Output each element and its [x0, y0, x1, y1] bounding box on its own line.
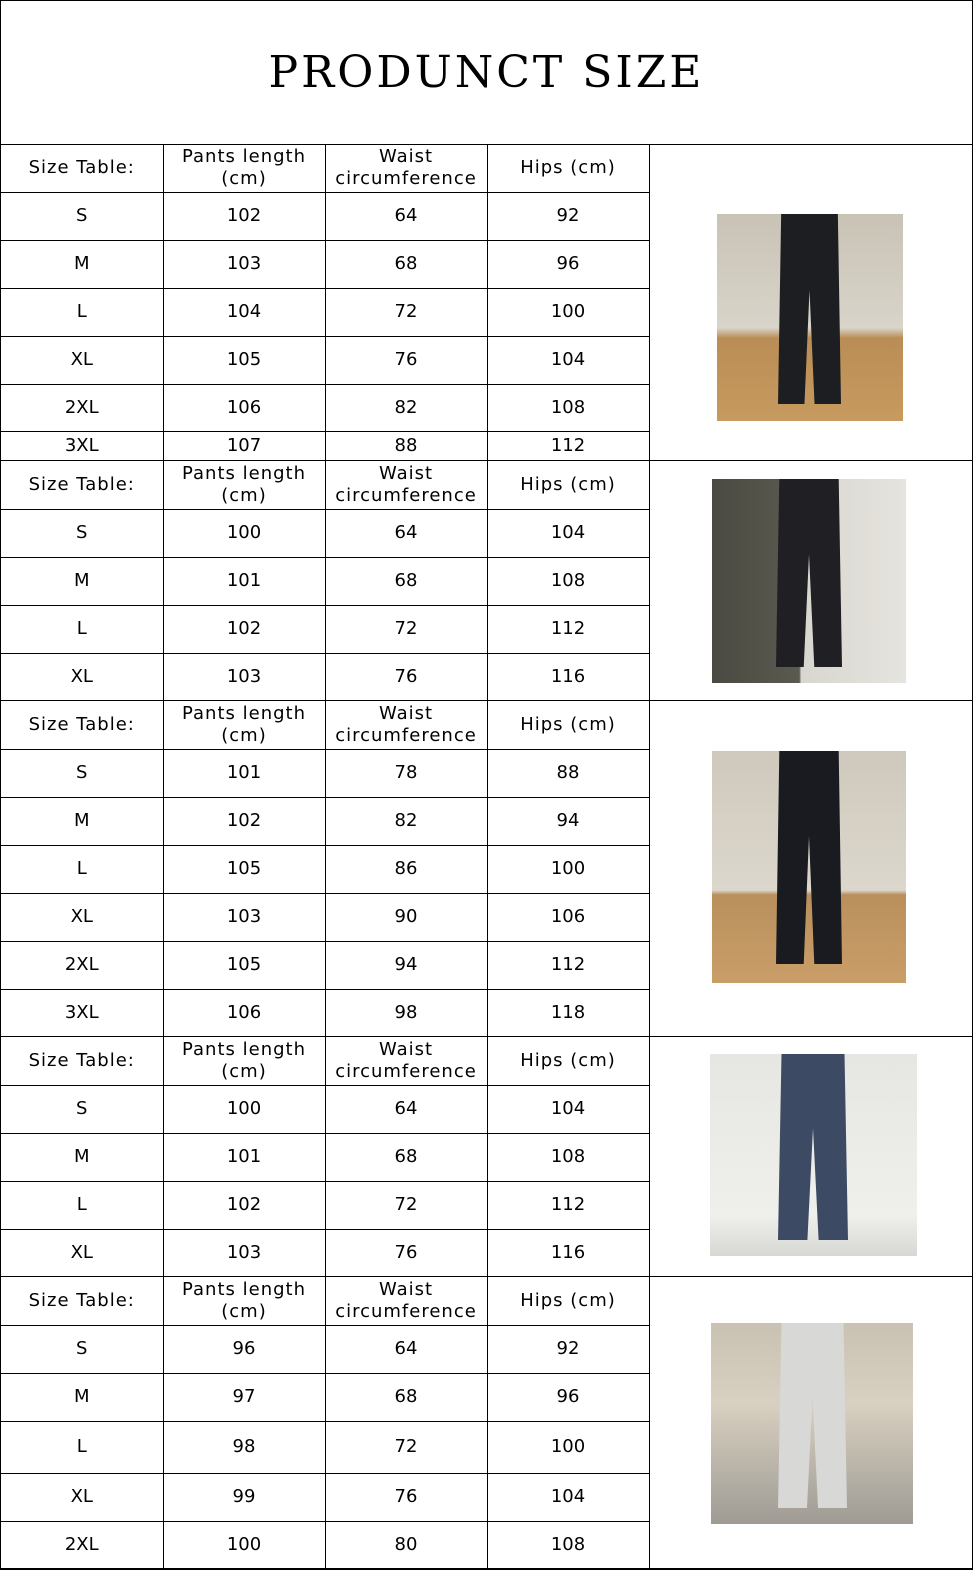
- size-table-block: [1, 144, 972, 461]
- pants-length-cell: 101: [163, 557, 325, 605]
- waist-cell: 68: [325, 1373, 487, 1421]
- table-row: [1, 989, 649, 1036]
- table-row: [1, 1473, 649, 1521]
- pants-length-cell: 99: [163, 1473, 325, 1521]
- waist-cell: 82: [325, 384, 487, 431]
- table-row: [1, 893, 649, 941]
- size-cell: M: [1, 1373, 163, 1421]
- hips-cell: 104: [487, 1473, 649, 1521]
- size-cell: L: [1, 845, 163, 893]
- size-table-label: Size Table:: [1, 144, 163, 192]
- size-table-header-row: [1, 701, 649, 749]
- pants-length-cell: 96: [163, 1325, 325, 1373]
- pants-length-header: [163, 144, 325, 192]
- pants-length-cell: 97: [163, 1373, 325, 1421]
- hips-cell: 112: [487, 1181, 649, 1229]
- hips-cell: 94: [487, 797, 649, 845]
- hips-cell: 106: [487, 893, 649, 941]
- pants-length-cell: 105: [163, 845, 325, 893]
- hips-cell: 100: [487, 845, 649, 893]
- pants-length-header-line1: Pants length: [181, 1278, 307, 1300]
- pants-length-header-line2: (cm): [221, 484, 267, 506]
- pants-length-header-line1: Pants length: [181, 702, 307, 724]
- size-table-block: [1, 1277, 972, 1569]
- pants-length-header: [163, 701, 325, 749]
- size-cell: L: [1, 288, 163, 336]
- size-table: [1, 1037, 650, 1276]
- product-photo: [712, 751, 906, 983]
- product-photo-cell: [650, 701, 972, 1037]
- size-cell: M: [1, 797, 163, 845]
- hips-cell: 92: [487, 1325, 649, 1373]
- size-cell: S: [1, 1325, 163, 1373]
- pants-length-cell: 101: [163, 1133, 325, 1181]
- waist-header-line2: circumference: [335, 724, 477, 746]
- waist-header-line1: Waist: [378, 1038, 434, 1060]
- size-cell: 2XL: [1, 1521, 163, 1568]
- size-table: [1, 461, 650, 700]
- product-photo: [712, 479, 906, 683]
- hips-header: Hips (cm): [487, 144, 649, 192]
- size-cell: S: [1, 749, 163, 797]
- table-row: [1, 941, 649, 989]
- hips-cell: 112: [487, 431, 649, 461]
- waist-header-line1: Waist: [378, 702, 434, 724]
- table-row: [1, 605, 649, 653]
- waist-header: [325, 144, 487, 192]
- pants-illustration: [778, 1323, 847, 1508]
- waist-header-line2: circumference: [335, 1300, 477, 1322]
- hips-header: Hips (cm): [487, 1277, 649, 1325]
- size-table-header-row: [1, 144, 649, 192]
- table-row: [1, 797, 649, 845]
- size-cell: M: [1, 240, 163, 288]
- size-table-block: [1, 1037, 972, 1277]
- hips-cell: 108: [487, 1521, 649, 1568]
- waist-cell: 76: [325, 1473, 487, 1521]
- pants-length-cell: 103: [163, 893, 325, 941]
- table-row: [1, 288, 649, 336]
- table-row: [1, 1085, 649, 1133]
- pants-length-header-line2: (cm): [221, 1300, 267, 1322]
- pants-length-header-line2: (cm): [221, 167, 267, 189]
- waist-cell: 68: [325, 557, 487, 605]
- table-row: [1, 1229, 649, 1276]
- pants-length-cell: 106: [163, 989, 325, 1036]
- size-cell: L: [1, 1421, 163, 1473]
- page-title: PRODUNCT SIZE: [1, 1, 972, 145]
- pants-length-header-line1: Pants length: [181, 462, 307, 484]
- table-row: [1, 1325, 649, 1373]
- size-table-block: [1, 701, 972, 1037]
- size-cell: S: [1, 509, 163, 557]
- size-cell: XL: [1, 1229, 163, 1276]
- hips-cell: 108: [487, 557, 649, 605]
- waist-cell: 86: [325, 845, 487, 893]
- size-table-label: Size Table:: [1, 701, 163, 749]
- product-photo-cell: [650, 1277, 972, 1569]
- waist-header: [325, 701, 487, 749]
- pants-length-header-line1: Pants length: [181, 145, 307, 167]
- hips-cell: 104: [487, 1085, 649, 1133]
- pants-length-cell: 102: [163, 797, 325, 845]
- hips-cell: 96: [487, 240, 649, 288]
- pants-length-cell: 104: [163, 288, 325, 336]
- waist-cell: 72: [325, 1181, 487, 1229]
- size-cell: 2XL: [1, 941, 163, 989]
- waist-header-line1: Waist: [378, 462, 434, 484]
- hips-header: Hips (cm): [487, 1037, 649, 1085]
- table-row: [1, 192, 649, 240]
- table-row: [1, 557, 649, 605]
- product-photo-cell: [650, 1037, 972, 1277]
- size-cell: S: [1, 192, 163, 240]
- product-photo-cell: [650, 461, 972, 701]
- waist-header: [325, 461, 487, 509]
- table-row: [1, 653, 649, 700]
- table-row: [1, 240, 649, 288]
- pants-length-cell: 102: [163, 192, 325, 240]
- size-cell: M: [1, 1133, 163, 1181]
- hips-cell: 100: [487, 1421, 649, 1473]
- waist-cell: 78: [325, 749, 487, 797]
- product-photo: [710, 1054, 917, 1256]
- waist-cell: 68: [325, 1133, 487, 1181]
- size-table-block: [1, 461, 972, 701]
- size-cell: XL: [1, 1473, 163, 1521]
- hips-cell: 104: [487, 336, 649, 384]
- table-row: [1, 1421, 649, 1473]
- hips-cell: 92: [487, 192, 649, 240]
- pants-length-header-line2: (cm): [221, 724, 267, 746]
- pants-length-cell: 100: [163, 509, 325, 557]
- waist-cell: 72: [325, 605, 487, 653]
- waist-cell: 64: [325, 192, 487, 240]
- pants-length-header: [163, 1277, 325, 1325]
- table-row: [1, 1521, 649, 1568]
- size-table: [1, 701, 650, 1036]
- size-table-header-row: [1, 1037, 649, 1085]
- waist-cell: 68: [325, 240, 487, 288]
- waist-header: [325, 1037, 487, 1085]
- waist-header-line1: Waist: [378, 145, 434, 167]
- pants-length-header: [163, 1037, 325, 1085]
- size-cell: 3XL: [1, 989, 163, 1036]
- waist-cell: 64: [325, 1325, 487, 1373]
- hips-cell: 104: [487, 509, 649, 557]
- size-table-header-row: [1, 1277, 649, 1325]
- waist-cell: 64: [325, 509, 487, 557]
- size-cell: XL: [1, 653, 163, 700]
- product-photo-cell: [650, 144, 972, 461]
- size-cell: L: [1, 605, 163, 653]
- size-table-label: Size Table:: [1, 1277, 163, 1325]
- product-photo: [717, 214, 903, 421]
- size-cell: S: [1, 1085, 163, 1133]
- hips-cell: 96: [487, 1373, 649, 1421]
- pants-length-cell: 101: [163, 749, 325, 797]
- hips-cell: 100: [487, 288, 649, 336]
- pants-illustration: [778, 1054, 848, 1240]
- product-photo: [711, 1323, 913, 1524]
- table-row: [1, 845, 649, 893]
- table-row: [1, 1373, 649, 1421]
- hips-cell: 108: [487, 384, 649, 431]
- waist-cell: 76: [325, 1229, 487, 1276]
- pants-illustration: [778, 214, 841, 404]
- hips-cell: 108: [487, 1133, 649, 1181]
- waist-header-line2: circumference: [335, 167, 477, 189]
- hips-cell: 112: [487, 941, 649, 989]
- table-row: [1, 509, 649, 557]
- waist-cell: 76: [325, 653, 487, 700]
- pants-length-cell: 100: [163, 1521, 325, 1568]
- size-cell: XL: [1, 336, 163, 384]
- waist-cell: 90: [325, 893, 487, 941]
- size-cell: 2XL: [1, 384, 163, 431]
- waist-cell: 88: [325, 431, 487, 461]
- pants-length-header-line2: (cm): [221, 1060, 267, 1082]
- pants-length-header: [163, 461, 325, 509]
- table-row: [1, 1133, 649, 1181]
- waist-header-line1: Waist: [378, 1278, 434, 1300]
- waist-cell: 98: [325, 989, 487, 1036]
- table-row: [1, 336, 649, 384]
- pants-illustration: [776, 479, 842, 667]
- pants-length-cell: 102: [163, 605, 325, 653]
- waist-cell: 82: [325, 797, 487, 845]
- hips-cell: 116: [487, 1229, 649, 1276]
- hips-header: Hips (cm): [487, 701, 649, 749]
- size-table-label: Size Table:: [1, 461, 163, 509]
- pants-length-cell: 103: [163, 240, 325, 288]
- waist-header-line2: circumference: [335, 484, 477, 506]
- waist-cell: 64: [325, 1085, 487, 1133]
- pants-length-header-line1: Pants length: [181, 1038, 307, 1060]
- size-cell: 3XL: [1, 431, 163, 461]
- pants-illustration: [776, 751, 842, 964]
- pants-length-cell: 103: [163, 1229, 325, 1276]
- waist-cell: 72: [325, 1421, 487, 1473]
- hips-cell: 116: [487, 653, 649, 700]
- table-row: [1, 384, 649, 431]
- hips-cell: 118: [487, 989, 649, 1036]
- table-row: [1, 1181, 649, 1229]
- waist-cell: 94: [325, 941, 487, 989]
- pants-length-cell: 102: [163, 1181, 325, 1229]
- hips-header: Hips (cm): [487, 461, 649, 509]
- pants-length-cell: 103: [163, 653, 325, 700]
- table-row: [1, 749, 649, 797]
- hips-cell: 112: [487, 605, 649, 653]
- pants-length-cell: 105: [163, 336, 325, 384]
- waist-cell: 80: [325, 1521, 487, 1568]
- size-table-label: Size Table:: [1, 1037, 163, 1085]
- pants-length-cell: 98: [163, 1421, 325, 1473]
- waist-cell: 72: [325, 288, 487, 336]
- pants-length-cell: 105: [163, 941, 325, 989]
- waist-header: [325, 1277, 487, 1325]
- size-cell: L: [1, 1181, 163, 1229]
- size-table: [1, 144, 650, 461]
- pants-length-cell: 100: [163, 1085, 325, 1133]
- waist-header-line2: circumference: [335, 1060, 477, 1082]
- size-table: [1, 1277, 650, 1568]
- size-table-header-row: [1, 461, 649, 509]
- pants-length-cell: 106: [163, 384, 325, 431]
- waist-cell: 76: [325, 336, 487, 384]
- pants-length-cell: 107: [163, 431, 325, 461]
- size-cell: XL: [1, 893, 163, 941]
- hips-cell: 88: [487, 749, 649, 797]
- size-cell: M: [1, 557, 163, 605]
- table-row: [1, 431, 649, 461]
